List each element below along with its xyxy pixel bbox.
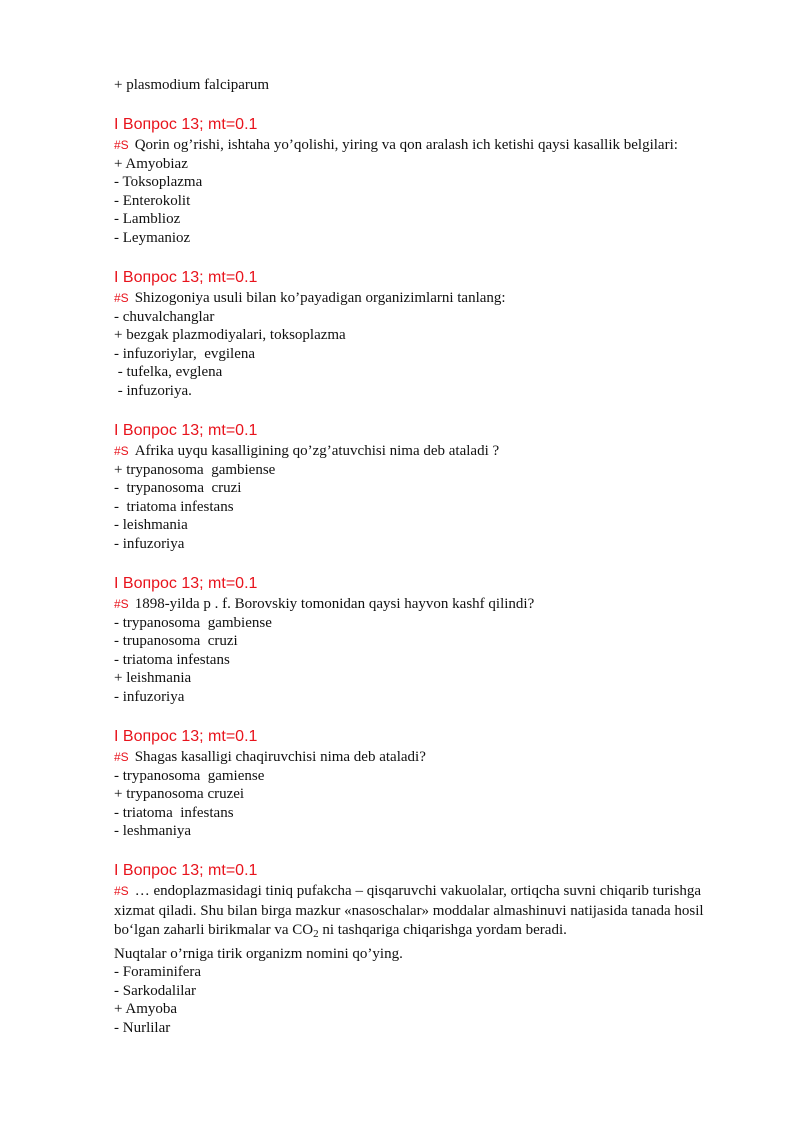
answer-option: - Toksoplazma bbox=[114, 174, 203, 190]
answer-option: - infuzoriya bbox=[114, 535, 185, 552]
answer-option: - Lamblioz bbox=[114, 211, 181, 227]
answer-option: - trypanosoma gamiense bbox=[114, 767, 265, 784]
question-tag: #S bbox=[114, 750, 129, 764]
answer-option: - trupanosoma cruzi bbox=[114, 633, 238, 649]
answer-option: - infuzoriylar, evgilena bbox=[114, 345, 256, 362]
question-heading: I Вопрос 13; mt=0.1 bbox=[114, 575, 258, 592]
answer-line: + plasmodium falciparum bbox=[114, 77, 270, 93]
question-body: 1898-yilda p . f. Borovskiy tomonidan qaysi hayvon kashf qilindi? bbox=[134, 596, 535, 612]
question-heading: I Вопрос 13; mt=0.1 bbox=[114, 269, 258, 286]
question-body-end: ni tashqariga chiqarishga yordam beradi. bbox=[318, 922, 567, 938]
question-text bbox=[114, 442, 754, 461]
answer-option: + leishmania bbox=[114, 670, 192, 686]
question-heading: I Вопрос 13; mt=0.1 bbox=[114, 116, 258, 133]
answer-option: - triatoma infestans bbox=[114, 651, 230, 668]
question-block bbox=[114, 421, 754, 553]
answer-option: - triatoma infestans bbox=[114, 804, 234, 821]
question-tag: #S bbox=[114, 884, 129, 898]
answer-option: - trypanosoma cruzi bbox=[114, 480, 242, 496]
question-heading: I Вопрос 13; mt=0.1 bbox=[114, 728, 258, 745]
answer-option: - Enterokolit bbox=[114, 192, 191, 209]
answer-option: - Nurlilar bbox=[114, 1019, 171, 1036]
question-heading: I Вопрос 13; mt=0.1 bbox=[114, 422, 258, 439]
question-text bbox=[114, 882, 726, 941]
answer-option: - Sarkodalilar bbox=[114, 982, 197, 999]
answer-option: + trypanosoma gambiense bbox=[114, 461, 276, 478]
question-body: Qorin og’rishi, ishtaha yo’qolishi, yiring va qon aralash ich ketishi qaysi kasallik belgilari: bbox=[134, 137, 678, 153]
answer-option: + Amyobiaz bbox=[114, 155, 188, 172]
question-block bbox=[114, 268, 754, 400]
answer-option: - leshmaniya bbox=[114, 823, 192, 839]
answer-option: - infuzoriya bbox=[114, 688, 185, 705]
question-tag: #S bbox=[114, 597, 129, 611]
answer-option: - chuvalchanglar bbox=[114, 308, 215, 325]
answer-option: - Leymanioz bbox=[114, 229, 191, 246]
question-block bbox=[114, 115, 754, 247]
question-tag: #S bbox=[114, 444, 129, 458]
answer-option: - infuzoriya. bbox=[114, 382, 192, 399]
answer-option: - tufelka, evglena bbox=[114, 364, 223, 380]
answer-option: - Foraminifera bbox=[114, 964, 202, 980]
question-text bbox=[114, 748, 754, 767]
question-body: Shagas kasalligi chaqiruvchisi nima deb ataladi? bbox=[134, 749, 426, 765]
question-text bbox=[114, 595, 754, 614]
question-text bbox=[114, 136, 754, 155]
question-body: Afrika uyqu kasalligining qo’zg’atuvchisi nima deb ataladi ? bbox=[134, 443, 500, 459]
question-block bbox=[114, 727, 754, 841]
question-block bbox=[114, 574, 754, 706]
answer-option: + trypanosoma cruzei bbox=[114, 786, 245, 802]
answer-option: + Amyoba bbox=[114, 1001, 178, 1017]
answer-option: - leishmania bbox=[114, 517, 188, 533]
answer-option: - triatoma infestans bbox=[114, 498, 234, 515]
question-block bbox=[114, 861, 726, 1037]
answer-option: + bezgak plazmodiyalari, toksoplazma bbox=[114, 327, 346, 343]
question-instruction: Nuqtalar o’rniga tirik organizm nomini qo’ying. bbox=[114, 945, 403, 962]
question-tag: #S bbox=[114, 138, 129, 152]
subscript-number: 2 bbox=[313, 928, 319, 940]
question-text bbox=[114, 289, 754, 308]
question-tag: #S bbox=[114, 291, 129, 305]
answer-option: - trypanosoma gambiense bbox=[114, 614, 272, 631]
question-heading: I Вопрос 13; mt=0.1 bbox=[114, 862, 258, 879]
question-body: … endoplazmasidagi tiniq pufakcha – qisqaruvchi vakuolalar, ortiqcha suvni chiqarib turishga xizmat qiladi. Shu bilan birga mazkur «nasoschalar» moddalar almashinuvi natijasida tanada hosil bo‘lgan zaharli birikmalar va CO bbox=[114, 883, 704, 938]
question-body: Shizogoniya usuli bilan ko’payadigan organizimlarni tanlang: bbox=[134, 290, 506, 306]
